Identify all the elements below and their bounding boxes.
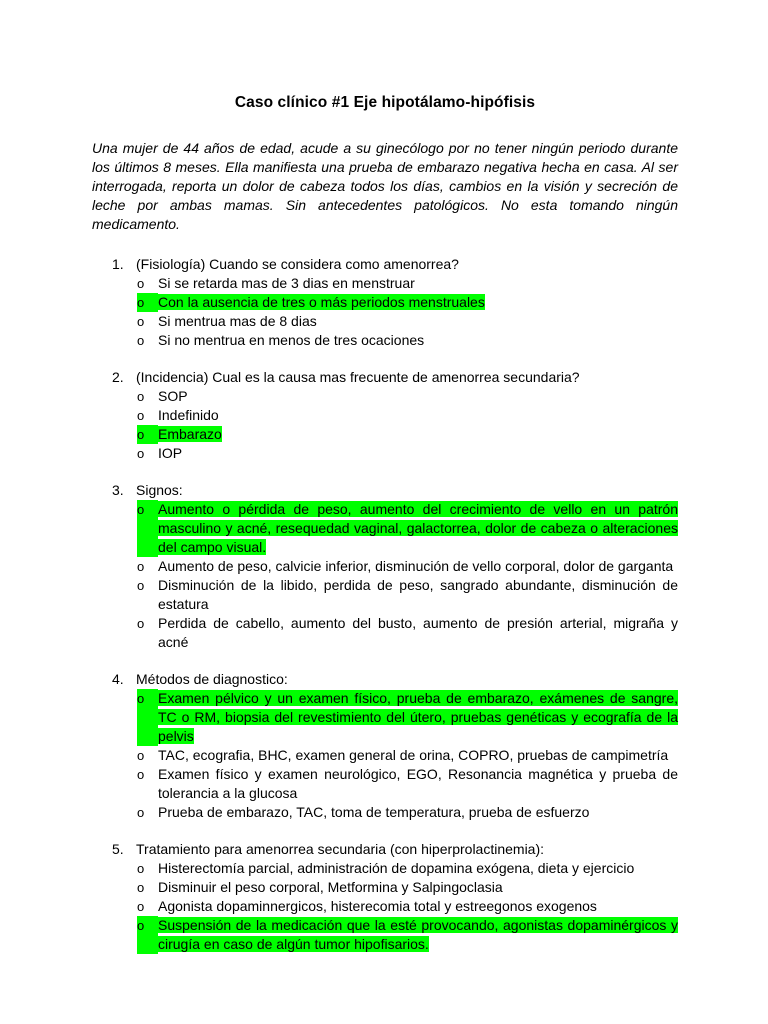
answer-text: Indefinido <box>158 407 219 423</box>
answer-option <box>137 387 678 406</box>
answer-option <box>137 312 678 331</box>
bullet-circle-icon: o <box>137 500 158 557</box>
answer-text: TAC, ecografia, BHC, examen general de orina, COPRO, pruebas de campimetría <box>158 747 669 763</box>
answer-text: Si no mentrua en menos de tres ocaciones <box>158 332 425 348</box>
answer-option-text <box>158 387 678 406</box>
answer-option <box>137 803 678 822</box>
highlighted-answer: Con la ausencia de tres o más periodos menstruales <box>158 294 485 310</box>
question-heading <box>92 670 678 689</box>
answer-option-text <box>158 312 678 331</box>
answer-text: SOP <box>158 388 188 404</box>
answer-option <box>137 406 678 425</box>
answer-options <box>92 689 678 822</box>
answer-option-text <box>158 897 678 916</box>
answer-option-text <box>158 293 678 312</box>
answer-option-correct <box>137 293 678 312</box>
question-text: Tratamiento para amenorrea secundaria (con hiperprolactinemia): <box>136 841 545 857</box>
question-number: 1. <box>112 256 124 272</box>
answer-option-correct <box>137 689 678 746</box>
answer-option <box>137 614 678 652</box>
question-number: 3. <box>112 482 124 498</box>
question-heading <box>92 840 678 859</box>
answer-options <box>92 274 678 350</box>
bullet-circle-icon: o <box>137 578 145 593</box>
answer-text: Examen físico y examen neurológico, EGO, Resonancia magnética y prueba de tolerancia a la glucosa <box>158 766 678 801</box>
question-number: 4. <box>112 671 124 687</box>
answer-option <box>137 576 678 614</box>
answer-option-text <box>158 274 678 293</box>
question-text: (Incidencia) Cual es la causa mas frecuente de amenorrea secundaria? <box>136 369 580 385</box>
bullet-circle-icon: o <box>137 389 145 404</box>
question-1 <box>92 255 678 350</box>
highlighted-answer: Suspensión de la medicación que la esté provocando, agonistas dopaminérgicos y cirugía en caso de algún tumor hipofisarios. <box>158 917 678 952</box>
answer-option-correct <box>137 425 678 444</box>
question-number: 5. <box>112 841 124 857</box>
answer-option <box>137 274 678 293</box>
answer-option-text <box>158 425 678 444</box>
answer-option-text <box>158 765 678 803</box>
answer-text: Disminución de la libido, perdida de peso, sangrado abundante, disminución de estatura <box>158 577 678 612</box>
answer-text: Perdida de cabello, aumento del busto, aumento de presión arterial, migraña y acné <box>158 615 678 650</box>
question-list <box>92 255 678 954</box>
answer-option <box>137 557 678 576</box>
answer-text: Disminuir el peso corporal, Metformina y Salpingoclasia <box>158 879 503 895</box>
bullet-circle-icon: o <box>137 559 145 574</box>
answer-text: Si mentrua mas de 8 dias <box>158 313 317 329</box>
question-4 <box>92 670 678 822</box>
answer-option-text <box>158 689 678 746</box>
answer-text: Si se retarda mas de 3 dias en menstruar <box>158 275 415 291</box>
highlighted-answer: Aumento o pérdida de peso, aumento del crecimiento de vello en un patrón masculino y acné, resequedad vaginal, galactorrea, dolor de cabeza o alteraciones del campo visual. <box>158 501 678 555</box>
answer-option <box>137 765 678 803</box>
answer-option-text <box>158 614 678 652</box>
answer-option-text <box>158 557 678 576</box>
answer-option <box>137 331 678 350</box>
bullet-circle-icon: o <box>137 293 158 312</box>
bullet-circle-icon: o <box>137 276 145 291</box>
answer-options <box>92 500 678 652</box>
document-title: Caso clínico #1 Eje hipotálamo-hipófisis <box>234 94 536 111</box>
case-description: Una mujer de 44 años de edad, acude a su ginecólogo por no tener ningún periodo durante los últimos 8 meses. Ella manifiesta una prueba de embarazo negativa hecha en casa. Al ser interrogada, reporta un dolor de cabeza todos los días, cambios en la visión y secreción de leche por ambas mamas. Sin antecedentes patológicos. No esta tomando ningún medicamento. <box>92 140 678 232</box>
question-3 <box>92 481 678 652</box>
question-text: (Fisiología) Cuando se considera como amenorrea? <box>136 256 459 272</box>
answer-text: Histerectomía parcial, administración de dopamina exógena, dieta y ejercicio <box>158 860 635 876</box>
bullet-circle-icon: o <box>137 616 145 631</box>
highlighted-answer: Embarazo <box>158 426 222 442</box>
answer-option-text <box>158 500 678 557</box>
question-2 <box>92 368 678 463</box>
answer-option <box>137 444 678 463</box>
question-number: 2. <box>112 369 124 385</box>
answer-option-text <box>158 859 678 878</box>
question-text: Signos: <box>136 482 183 498</box>
bullet-circle-icon: o <box>137 748 145 763</box>
question-text: Métodos de diagnostico: <box>136 671 288 687</box>
answer-option-text <box>158 444 678 463</box>
answer-option <box>137 746 678 765</box>
bullet-circle-icon: o <box>137 767 145 782</box>
answer-option-text <box>158 576 678 614</box>
highlighted-answer: Examen pélvico y un examen físico, prueba de embarazo, exámenes de sangre, TC o RM, biopsia del revestimiento del útero, pruebas genéticas y ecografía de la pelvis <box>158 690 678 744</box>
bullet-circle-icon: o <box>137 805 145 820</box>
answer-text: Agonista dopaminnergicos, histerecomia total y estreegonos exogenos <box>158 898 597 914</box>
bullet-circle-icon: o <box>137 314 145 329</box>
answer-option-text <box>158 803 678 822</box>
answer-option <box>137 878 678 897</box>
answer-options <box>92 387 678 463</box>
bullet-circle-icon: o <box>137 689 158 746</box>
answer-option <box>137 897 678 916</box>
question-heading <box>92 255 678 274</box>
bullet-circle-icon: o <box>137 408 145 423</box>
bullet-circle-icon: o <box>137 880 145 895</box>
answer-option-text <box>158 878 678 897</box>
answer-option-text <box>158 406 678 425</box>
question-heading <box>92 368 678 387</box>
answer-option-text <box>158 916 678 954</box>
bullet-circle-icon: o <box>137 899 145 914</box>
bullet-circle-icon: o <box>137 916 158 954</box>
answer-option-text <box>158 746 678 765</box>
answer-options <box>92 859 678 954</box>
answer-text: Prueba de embarazo, TAC, toma de temperatura, prueba de esfuerzo <box>158 804 590 820</box>
answer-option-correct <box>137 500 678 557</box>
answer-text: IOP <box>158 445 183 461</box>
answer-option <box>137 859 678 878</box>
question-heading <box>92 481 678 500</box>
bullet-circle-icon: o <box>137 425 158 444</box>
answer-option-text <box>158 331 678 350</box>
bullet-circle-icon: o <box>137 333 145 348</box>
answer-text: Aumento de peso, calvicie inferior, disminución de vello corporal, dolor de garganta <box>158 558 674 574</box>
answer-option-correct <box>137 916 678 954</box>
bullet-circle-icon: o <box>137 446 145 461</box>
question-5 <box>92 840 678 954</box>
bullet-circle-icon: o <box>137 861 145 876</box>
